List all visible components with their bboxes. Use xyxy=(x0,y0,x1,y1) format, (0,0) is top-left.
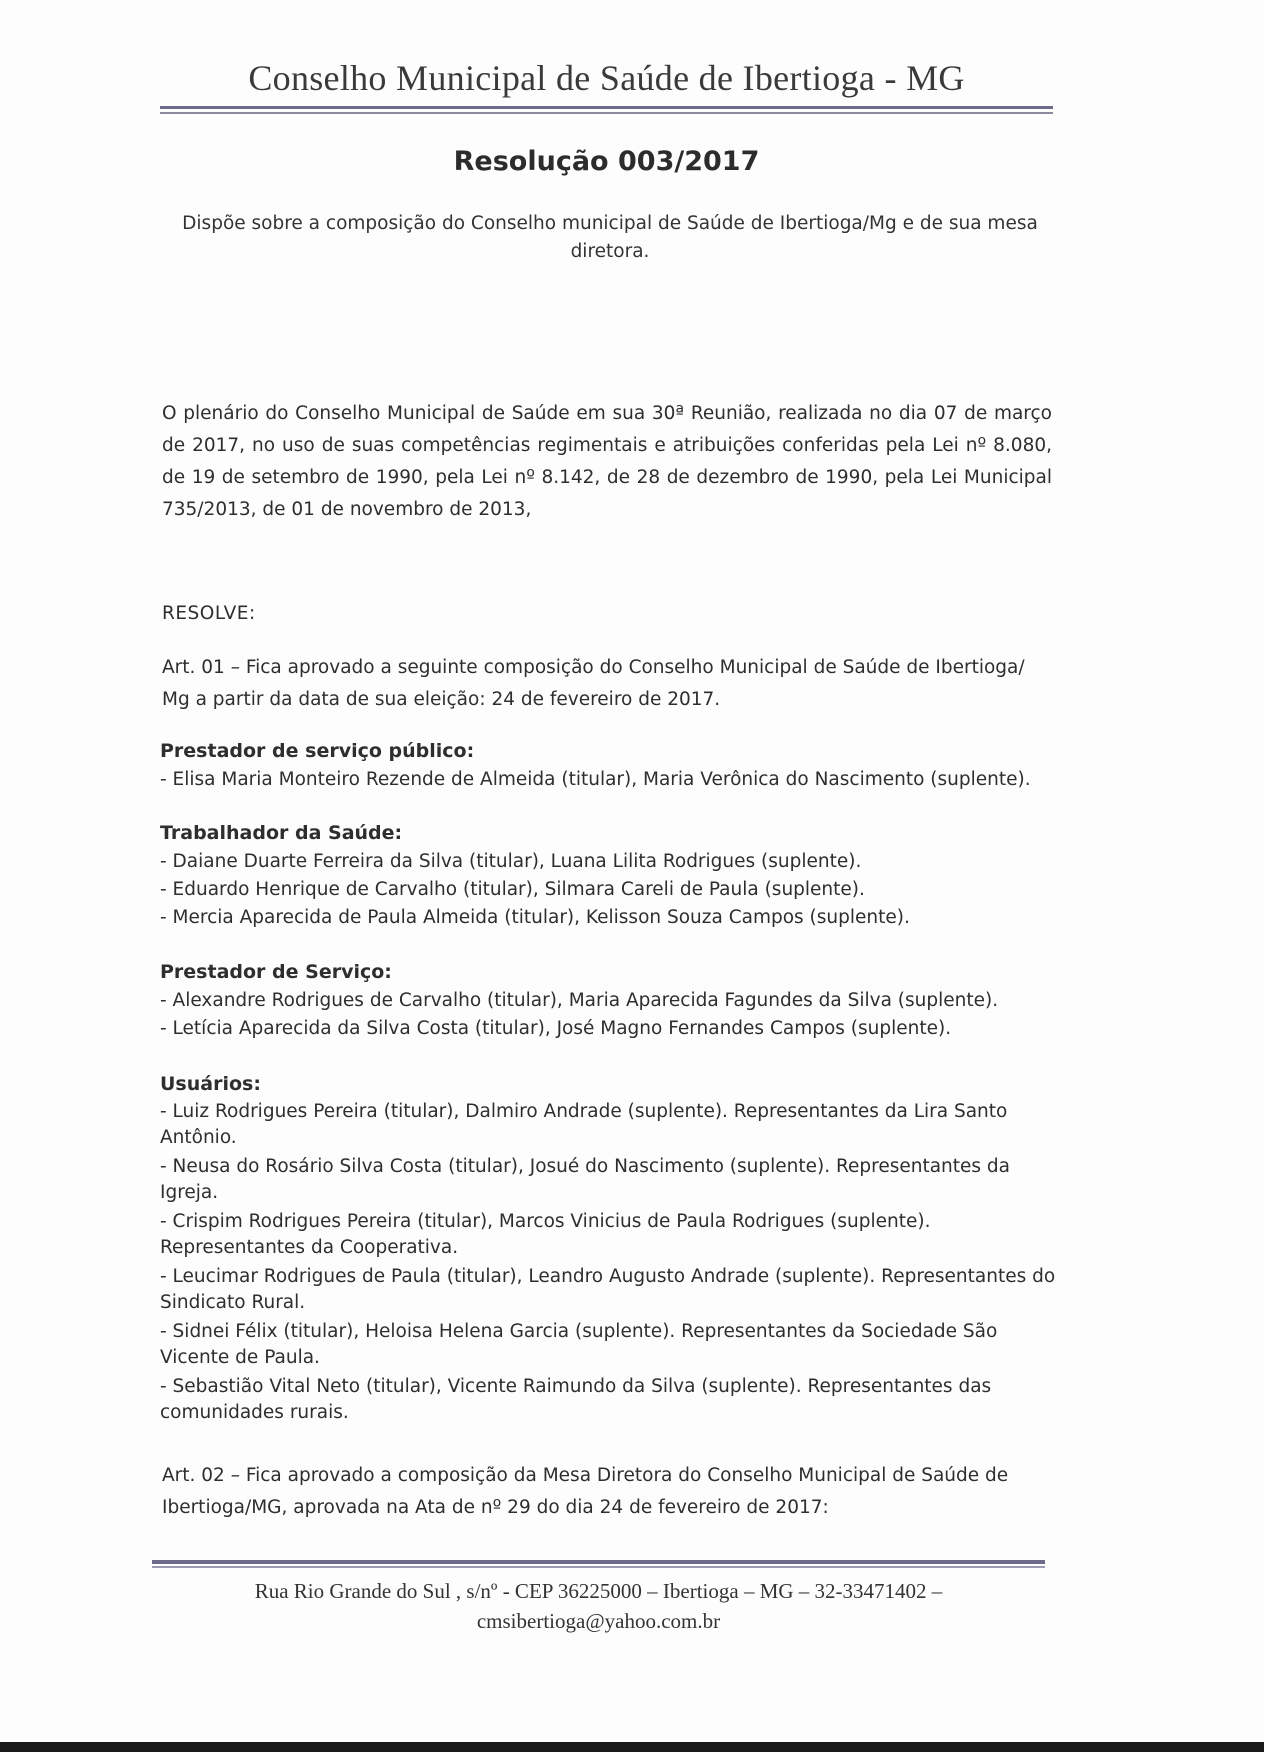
footer-divider xyxy=(152,1560,1045,1568)
article-01: Art. 01 – Fica aprovado a seguinte composição do Conselho Municipal de Saúde de Ibertioga/ Mg a partir da data de sua eleição: 24 de fevereiro de 2017. xyxy=(162,657,1025,710)
member-line: - Alexandre Rodrigues de Carvalho (titular), Maria Aparecida Fagundes da Silva (suplente). xyxy=(160,990,999,1011)
group-heading: Prestador de Serviço: xyxy=(160,961,392,983)
letterhead xyxy=(160,56,1053,100)
member-line: - Eduardo Henrique de Carvalho (titular), Silmara Careli de Paula (suplente). xyxy=(160,879,865,900)
group-public-service-provider xyxy=(160,736,1060,794)
group-health-worker xyxy=(160,818,1060,932)
address-line: Rua Rio Grande do Sul , s/nº - CEP 36225000 – Ibertioga – MG – 32-33471402 – xyxy=(254,1579,943,1603)
member-line: - Neusa do Rosário Silva Costa (titular), Josué do Nascimento (suplente). Representantes da Igreja. xyxy=(160,1156,1011,1203)
member-line: - Elisa Maria Monteiro Rezende de Almeida (titular), Maria Verônica do Nascimento (suplente). xyxy=(160,769,1031,790)
group-heading: Usuários: xyxy=(160,1073,261,1095)
header-divider xyxy=(160,106,1053,114)
group-service-provider xyxy=(160,957,1060,1043)
group-heading: Prestador de serviço público: xyxy=(160,740,475,762)
resolution-summary: Dispõe sobre a composição do Conselho municipal de Saúde de Ibertioga/Mg e de sua mesa diretora. xyxy=(182,213,1038,262)
email-line: cmsibertioga@yahoo.com.br xyxy=(476,1609,721,1633)
article-02: Art. 02 – Fica aprovado a composição da Mesa Diretora do Conselho Municipal de Saúde de Ibertioga/MG, aprovada na Ata de nº 29 do dia 24 de fevereiro de 2017: xyxy=(162,1465,1009,1518)
preamble-paragraph: O plenário do Conselho Municipal de Saúde em sua 30ª Reunião, realizada no dia 07 de março de 2017, no uso de suas competências regimentais e atribuições conferidas pela Lei nº 8.080, de 19 de setembro de 1990, pela Lei nº 8.142, de 28 de dezembro de 1990, pela Lei Municipal 735/2013, de 01 de novembro de 2013, xyxy=(162,403,1052,520)
resolution-title: Resolução 003/2017 xyxy=(453,146,760,177)
member-line: - Crispim Rodrigues Pereira (titular), Marcos Vinicius de Paula Rodrigues (suplente). Representantes da Cooperativa. xyxy=(160,1211,931,1258)
member-line: - Mercia Aparecida de Paula Almeida (titular), Kelisson Souza Campos (suplente). xyxy=(160,907,910,928)
member-line: - Sidnei Félix (titular), Heloisa Helena Garcia (suplente). Representantes da Sociedade São Vicente de Paula. xyxy=(160,1321,998,1368)
member-line: - Daiane Duarte Ferreira da Silva (titular), Luana Lilita Rodrigues (suplente). xyxy=(160,851,862,872)
footer-address xyxy=(152,1576,1045,1636)
member-line: - Sebastião Vital Neto (titular), Vicente Raimundo da Silva (suplente). Representantes das comunidades rurais. xyxy=(160,1376,992,1423)
resolve-heading: RESOLVE: xyxy=(162,603,256,624)
group-users xyxy=(160,1069,1060,1429)
group-heading: Trabalhador da Saúde: xyxy=(160,822,403,844)
scan-border xyxy=(0,1742,1264,1752)
member-line: - Letícia Aparecida da Silva Costa (titular), José Magno Fernandes Campos (suplente). xyxy=(160,1018,952,1039)
member-line: - Luiz Rodrigues Pereira (titular), Dalmiro Andrade (suplente). Representantes da Lira Santo Antônio. xyxy=(160,1101,1008,1148)
council-name: Conselho Municipal de Saúde de Ibertioga - MG xyxy=(248,58,965,98)
member-line: - Leucimar Rodrigues de Paula (titular), Leandro Augusto Andrade (suplente). Representantes do Sindicato Rural. xyxy=(160,1266,1056,1313)
